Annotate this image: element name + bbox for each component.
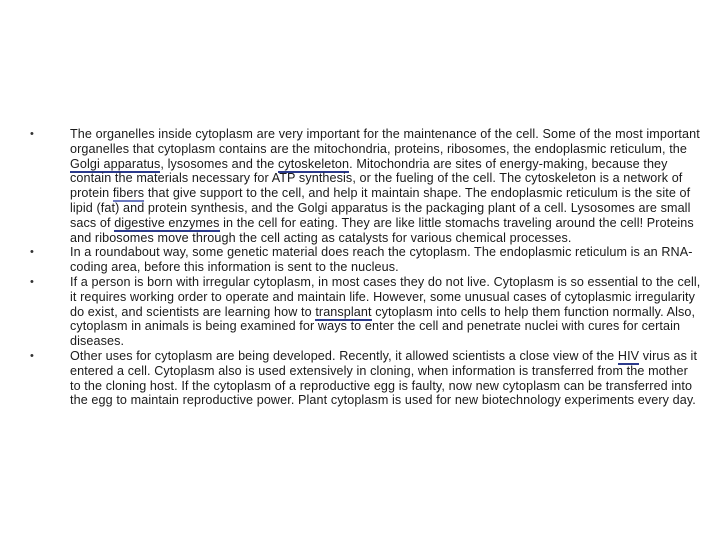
text-run: in the cell for eating. They are like little stomachs traveling around the cell! Proteins and ribosomes move through the cell acting as catalysts for various chemical processes. (70, 215, 694, 245)
text-run: The organelles inside cytoplasm are very important for the maintenance of the cell. Some of the most important organelles that cytoplasm contains are the mitochondria, proteins, ribosomes, the endoplasmic reticulum, the (70, 127, 700, 156)
text-run: Other uses for cytoplasm are being developed. Recently, it allowed scientists a close view of the (70, 348, 618, 363)
bullet-text (70, 245, 702, 275)
text-run: cytoplasm into cells to help them function normally. Also, cytoplasm in animals is being examined for ways to enter the cell and penetrate nuclei with cures for certain diseases. (70, 304, 696, 349)
link-transplant[interactable]: transplant (315, 304, 372, 319)
bullet-dot-icon: • (30, 349, 34, 362)
bullet-dot-icon: • (30, 246, 34, 259)
link-digestive-enzymes[interactable]: digestive enzymes (114, 215, 220, 230)
link-golgi-apparatus[interactable]: Golgi apparatus (70, 156, 161, 171)
bullet-item-irregular-cytoplasm (30, 275, 702, 349)
bullet-dot-icon: • (30, 275, 34, 288)
bullet-text (70, 349, 702, 408)
text-run: In a roundabout way, some genetic material does reach the cytoplasm. The endoplasmic reticulum is an RNA-coding area, before this information is sent to the nucleus. (70, 245, 693, 275)
bullet-text (70, 275, 702, 349)
link-cytoskeleton[interactable]: cytoskeleton (277, 156, 350, 171)
text-run: virus as it entered a cell. Cytoplasm also is used extensively in cloning, when information is transferred from the mother to the cloning host. If the cytoplasm of a reproductive egg is faulty, now new cytoplasm can be transferred into the egg to maintain reproductive power. Plant cytoplasm is used for new biotechnology experiments every day. (70, 348, 698, 408)
bullet-item-organelles (30, 127, 702, 245)
text-run: , lysosomes and the (160, 156, 278, 171)
text-run: that give support to the cell, and help it maintain shape. The endoplasmic reticulum is the site of lipid (fat) and protein synthesis, and the Golgi apparatus is the packaging plant of a cell. Lysosomes are small sacs of (70, 186, 691, 230)
bullet-dot-icon: • (30, 128, 34, 140)
text-run: . Mitochondria are sites of energy-making, because they contain the materials necessary for ATP synthesis, or the fueling of the cell. The cytoskeleton is a network of protein (70, 156, 683, 201)
link-hiv[interactable]: HIV (617, 348, 640, 363)
bullet-item-other-uses (30, 349, 702, 408)
bullet-item-genetic-material (30, 245, 702, 275)
link-fibers[interactable]: fibers (112, 186, 145, 201)
text-run: If a person is born with irregular cytoplasm, in most cases they do not live. Cytoplasm is so essential to the cell, it requires working order to operate and maintain life. However, some unusual cases of cytoplasmic irregularity do exist, and scientists are learning how to (70, 274, 701, 319)
bullet-list (30, 127, 702, 408)
bullet-text (70, 127, 702, 245)
